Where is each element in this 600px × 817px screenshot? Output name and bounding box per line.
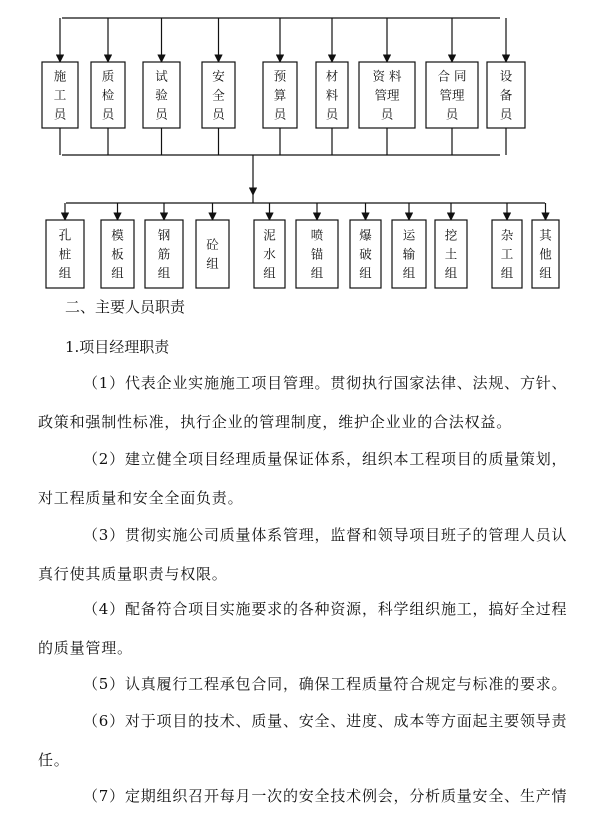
level2-box-label: 组 xyxy=(58,265,72,281)
level2-box-label: 砼 xyxy=(206,237,219,252)
level2-box-label: 组 xyxy=(402,265,416,281)
level1-box-label: 设 xyxy=(499,68,513,84)
level2-box-3 xyxy=(145,220,183,288)
level1-box-label: 工 xyxy=(53,87,67,103)
level2-box-label: 组 xyxy=(206,256,219,271)
level2-box-label: 锚 xyxy=(310,246,324,262)
level2-box-label: 喷 xyxy=(310,227,324,243)
level1-box-3 xyxy=(143,62,180,128)
level1-box-7 xyxy=(359,62,415,128)
level1-box-8 xyxy=(426,62,478,128)
subsection-heading: 1.项目经理职责 xyxy=(65,338,170,356)
level2-box-label: 钢 xyxy=(157,227,171,243)
level1-box-label: 安 xyxy=(212,68,225,84)
level1-box-5 xyxy=(263,62,297,128)
level2-box-label: 泥 xyxy=(263,227,276,243)
level2-box-label: 他 xyxy=(539,246,552,262)
level1-box-label: 管理 xyxy=(439,87,465,103)
level1-box-label: 施 xyxy=(53,68,67,84)
level1-box-label: 试 xyxy=(155,68,168,84)
level1-box-6 xyxy=(316,62,348,128)
level2-box-label: 爆 xyxy=(359,227,372,243)
level2-box-label: 组 xyxy=(539,265,552,281)
level2-box-label: 挖 xyxy=(444,227,458,243)
level1-box-label: 管理 xyxy=(374,87,400,103)
level1-box-label: 员 xyxy=(273,106,287,122)
level2-box-label: 破 xyxy=(359,246,372,262)
level1-box-label: 员 xyxy=(212,106,225,122)
level2-box-label: 组 xyxy=(500,265,514,281)
level2-box-label: 水 xyxy=(263,246,276,262)
level2-box-label: 组 xyxy=(263,265,276,281)
level1-box-label: 员 xyxy=(325,106,339,122)
section-heading: 二、主要人员职责 xyxy=(65,298,186,316)
level2-box-label: 杂 xyxy=(500,227,514,243)
level1-box-4 xyxy=(202,62,235,128)
level1-box-label: 预 xyxy=(273,68,287,84)
level1-box-label: 合 同 xyxy=(437,68,467,84)
level1-box-label: 员 xyxy=(101,106,115,122)
level1-box-1 xyxy=(42,62,78,128)
level2-box-1 xyxy=(46,220,84,288)
level2-box-label: 孔 xyxy=(58,227,72,243)
level1-box-label: 员 xyxy=(499,106,513,122)
level1-box-label: 全 xyxy=(212,87,225,103)
level2-box-label: 组 xyxy=(310,265,324,281)
level1-box-2 xyxy=(91,62,125,128)
level2-box-label: 板 xyxy=(111,246,124,262)
level2-box-label: 模 xyxy=(111,227,124,243)
level1-box-label: 质 xyxy=(101,68,115,84)
level1-box-label: 员 xyxy=(445,106,459,122)
level2-box-9 xyxy=(435,220,467,288)
paragraph-3: （3）贯彻实施公司质量体系管理，监督和领导项目班子的管理人员认 真行使其质量职责与权限。 xyxy=(38,526,568,583)
level2-box-4 xyxy=(196,220,229,288)
level1-box-label: 算 xyxy=(273,87,287,103)
level1-box-label: 材 xyxy=(325,68,339,84)
level2-box-11 xyxy=(532,220,559,288)
level1-box-label: 员 xyxy=(155,106,168,122)
level2-box-7 xyxy=(350,220,381,288)
level2-box-label: 组 xyxy=(444,265,458,281)
level1-box-label: 员 xyxy=(53,106,67,122)
level2-box-label: 输 xyxy=(402,246,416,262)
level2-box-2 xyxy=(101,220,134,288)
level2-box-10 xyxy=(492,220,522,288)
level1-box-9 xyxy=(487,62,525,128)
paragraph-7: （7）定期组织召开每月一次的安全技术例会，分析质量安全、生产情 xyxy=(83,787,568,805)
level2-box-label: 其 xyxy=(539,227,552,243)
level1-box-label: 员 xyxy=(380,106,394,122)
level2-box-label: 工 xyxy=(500,246,514,262)
level2-box-frame xyxy=(196,220,229,288)
level2-box-label: 组 xyxy=(111,265,124,281)
level1-box-label: 资 料 xyxy=(372,68,402,84)
level2-box-label: 筋 xyxy=(157,246,171,262)
org-chart xyxy=(0,0,600,300)
level1-box-label: 备 xyxy=(499,87,513,103)
paragraph-4: （4）配备符合项目实施要求的各种资源，科学组织施工，搞好全过程 的质量管理。 xyxy=(38,600,568,657)
level2-box-8 xyxy=(392,220,426,288)
level2-box-5 xyxy=(254,220,285,288)
level2-box-label: 组 xyxy=(359,265,372,281)
level1-box-label: 料 xyxy=(325,87,339,103)
level2-box-6 xyxy=(296,220,338,288)
paragraph-6: （6）对于项目的技术、质量、安全、进度、成本等方面起主要领导责 任。 xyxy=(38,712,568,769)
paragraph-5: （5）认真履行工程承包合同，确保工程质量符合规定与标准的要求。 xyxy=(83,675,568,693)
paragraph-1: （1）代表企业实施施工项目管理。贯彻执行国家法律、法规、方针、 政策和强制性标准，执行企业的管理制度，维护企业业的合法权益。 xyxy=(38,374,568,431)
level2-box-label: 组 xyxy=(157,265,171,281)
level1-box-label: 检 xyxy=(101,87,115,103)
level1-box-label: 验 xyxy=(155,87,168,103)
paragraph-2: （2）建立健全项目经理质量保证体系，组织本工程项目的质量策划， 对工程质量和安全全面负责。 xyxy=(38,450,568,507)
level2-box-label: 土 xyxy=(444,246,458,262)
level2-box-label: 运 xyxy=(402,227,416,243)
level2-box-label: 桩 xyxy=(58,246,72,262)
